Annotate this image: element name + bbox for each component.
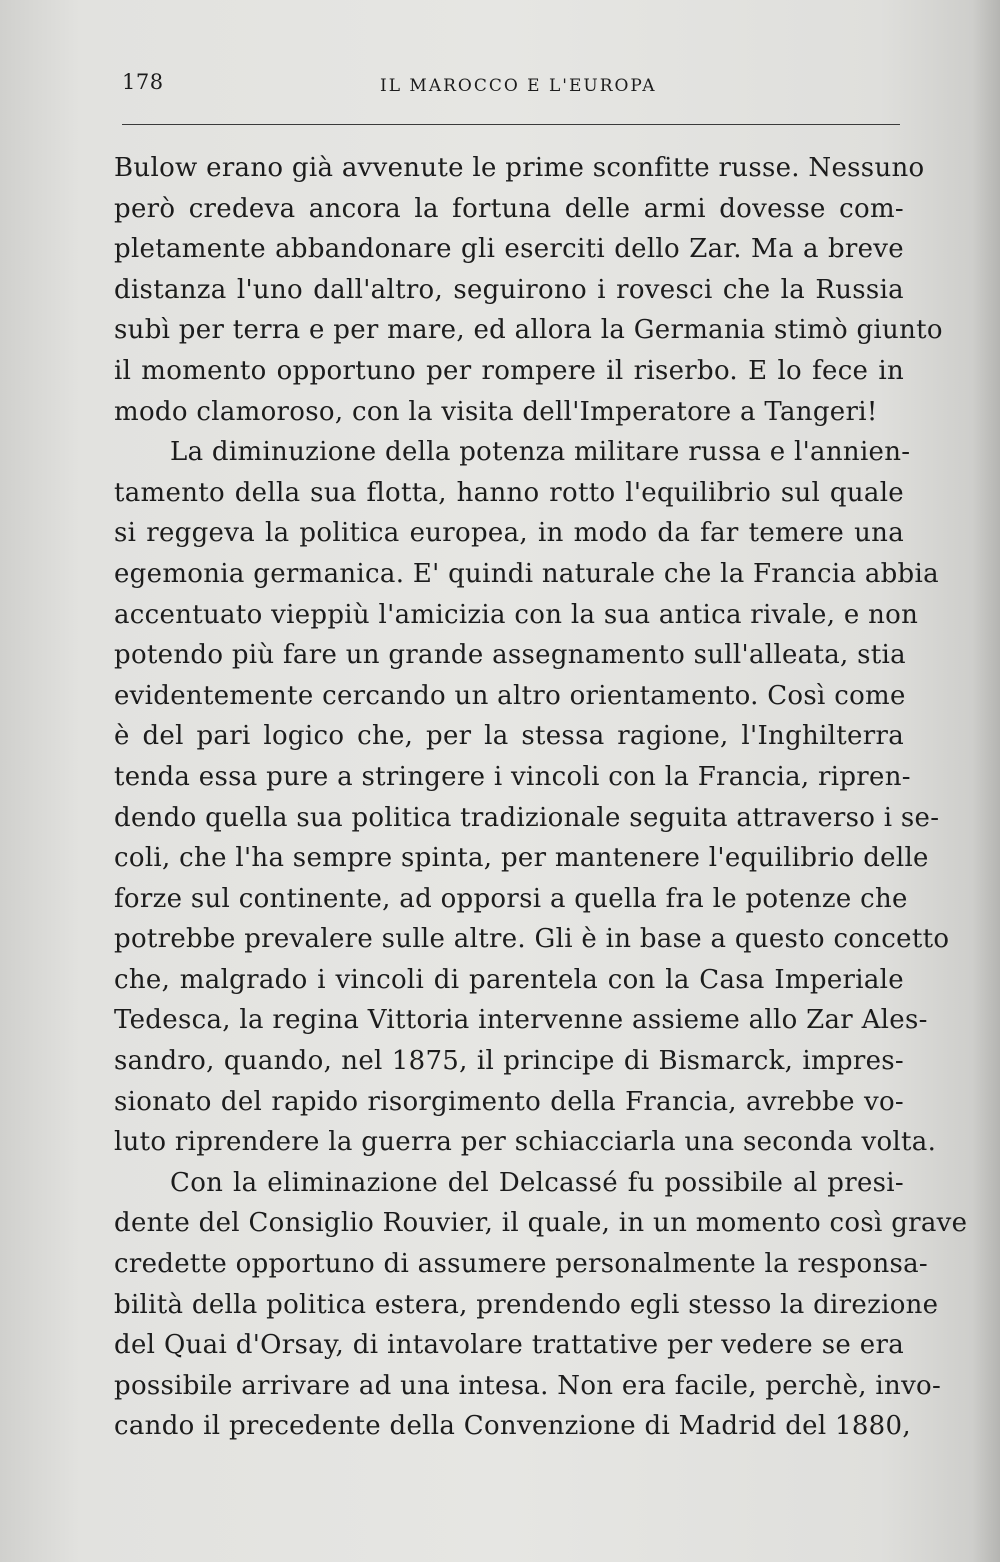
text-line: coli, che l'ha sempre spinta, per mantenere l'equilibrio delle: [114, 843, 929, 874]
text-line: possibile arrivare ad una intesa. Non era facile, perchè, invo-: [114, 1370, 942, 1401]
text-line: dendo quella sua politica tradizionale seguita attraverso i se-: [114, 802, 940, 833]
text-line: evidentemente cercando un altro orientamento. Così come: [114, 680, 906, 711]
text-line: potendo più fare un grande assegnamento sull'alleata, stia: [114, 640, 906, 671]
text-line: sionato del rapido risorgimento della Francia, avrebbe vo-: [114, 1086, 904, 1117]
text-line: che, malgrado i vincoli di parentela con la Casa Imperiale: [114, 964, 904, 995]
text-line: luto riprendere la guerra per schiacciarla una seconda volta.: [114, 1127, 937, 1158]
body-text: [114, 148, 968, 1447]
text-line: distanza l'uno dall'altro, seguirono i rovesci che la Russia: [114, 274, 904, 305]
text-line: accentuato vieppiù l'amicizia con la sua antica rivale, e non: [114, 599, 919, 630]
text-line: credette opportuno di assumere personalmente la responsa-: [114, 1249, 929, 1280]
header-rule: [122, 124, 900, 125]
text-line: Bulow erano già avvenute le prime sconfitte russe. Nessuno: [114, 153, 925, 183]
text-line: si reggeva la politica europea, in modo da far temere una: [114, 518, 904, 549]
text-line: tamento della sua flotta, hanno rotto l'equilibrio sul quale: [114, 477, 904, 508]
text-line: il momento opportuno per rompere il riserbo. E lo fece in: [114, 355, 904, 386]
text-line: bilità della politica estera, prendendo egli stesso la direzione: [114, 1289, 939, 1320]
paragraph-start-line: Con la eliminazione del Delcassé fu possibile al presi-: [170, 1167, 904, 1198]
page-header: [122, 70, 900, 106]
text-line: potrebbe prevalere sulle altre. Gli è in base a questo concetto: [114, 924, 950, 955]
page-edge-shadow: [972, 0, 1000, 1562]
text-line: però credeva ancora la fortuna delle armi dovesse com-: [114, 193, 904, 224]
text-line: del Quai d'Orsay, di intavolare trattative per vedere se era: [114, 1330, 904, 1361]
text-line: subì per terra e per mare, ed allora la Germania stimò giunto: [114, 315, 943, 346]
text-line: Tedesca, la regina Vittoria intervenne assieme allo Zar Ales-: [114, 1005, 928, 1036]
running-title: IL MAROCCO E L'EUROPA: [380, 76, 657, 96]
text-line: è del pari logico che, per la stessa ragione, l'Inghilterra: [114, 721, 904, 752]
text-line: forze sul continente, ad opporsi a quella fra le potenze che: [114, 883, 908, 914]
text-line: cando il precedente della Convenzione di Madrid del 1880,: [114, 1411, 911, 1442]
text-line: modo clamoroso, con la visita dell'Imperatore a Tangeri!: [114, 396, 878, 427]
text-line: sandro, quando, nel 1875, il principe di Bismarck, impres-: [114, 1046, 904, 1077]
text-line: dente del Consiglio Rouvier, il quale, in un momento così grave: [114, 1208, 968, 1239]
text-line: egemonia germanica. E' quindi naturale che la Francia abbia: [114, 558, 939, 589]
text-line: pletamente abbandonare gli eserciti dello Zar. Ma a breve: [114, 234, 904, 265]
page-number: 178: [122, 70, 164, 94]
text-line: tenda essa pure a stringere i vincoli con la Francia, ripren-: [114, 761, 911, 792]
paragraph-start-line: La diminuzione della potenza militare russa e l'annien-: [170, 437, 911, 468]
